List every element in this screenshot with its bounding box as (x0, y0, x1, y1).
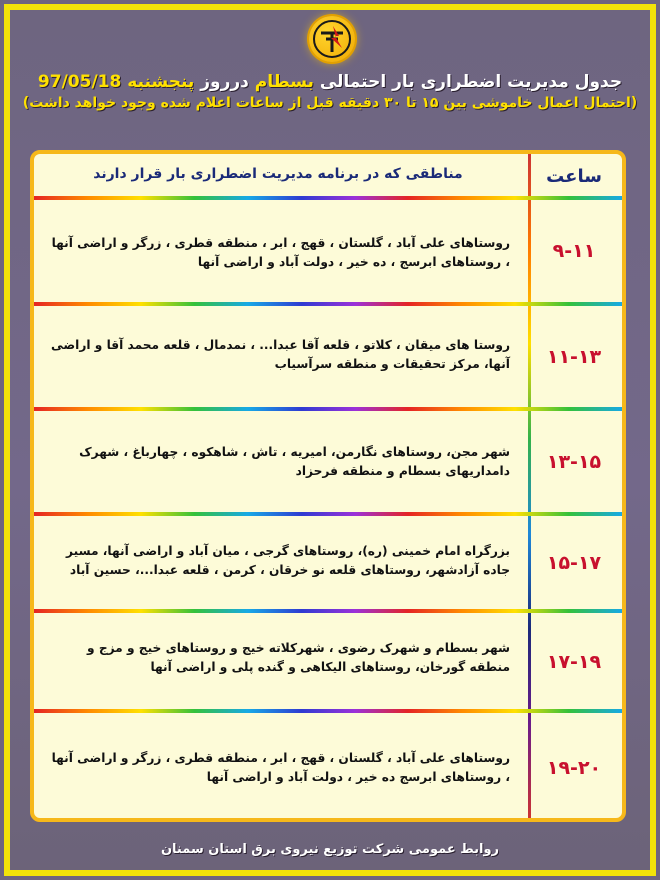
areas-text: بزرگراه امام خمینی (ره)، روستاهای گرجی ، میان آباد و اراضی آنها، مسیر جاده آزادشهر، روستاهای قلعه نو خرقان ، کرمن ، قلعه عبدا...، حسین آباد (66, 544, 510, 577)
page-title (20, 72, 640, 92)
page-subtitle: (احتمال اعمال خاموشی بین ۱۵ تا ۳۰ دقیقه قبل از ساعات اعلام شده وجود خواهد داشت) (22, 95, 638, 111)
table-row (34, 306, 622, 408)
areas-text: روستاهای علی آباد ، گلستان ، قهج ، ابر ، منطقه قطری ، زرگر و اراضی آنها ، روستاهای ابرسج ، ده خیر ، دولت آباد و اراضی آنها (51, 236, 510, 269)
table-row (34, 713, 622, 818)
table-row (34, 613, 622, 711)
title-text: جدول مدیریت اضطراری بار احتمالی (319, 72, 623, 92)
schedule-table (30, 150, 626, 822)
time-slot: ۱۳-۱۵ (546, 451, 602, 473)
areas-text: شهر بسطام و شهرک رضوی ، شهرکلاته خیج و روستاهای خیج و مزج و منطقه گورخان، روستاهای الیکاهی و گنده پلی و اراضی آنها (87, 641, 510, 674)
header-areas: مناطقی که در برنامه مدیریت اضطراری بار قرار دارند (93, 166, 463, 182)
header-time: ساعت (546, 166, 602, 187)
time-slot: ۹-۱۱ (552, 240, 596, 262)
table-row (34, 200, 622, 303)
areas-text: روستا های میقان ، کلاتو ، قلعه آقا عبدا... ، نمدمال ، قلعه محمد آقا و اراضی آنها، مرکز تحقیقات و منطقه سرآسیاب (51, 338, 510, 371)
time-slot: ۱۹-۲۰ (546, 757, 602, 779)
footer-credit: روابط عمومی شرکت توزیع نیروی برق استان سمنان (160, 842, 500, 857)
table-header-row (34, 154, 622, 196)
time-slot: ۱۱-۱۳ (546, 346, 602, 368)
title-day-prefix: درروز (200, 72, 249, 92)
areas-text: شهر مجن، روستاهای نگارمن، امیریه ، تاش ، شاهکوه ، چهارباغ ، شهرک دامداریهای بسطام و منطقه فرحزاد (79, 445, 510, 478)
table-row (34, 411, 622, 513)
time-slot: ۱۵-۱۷ (546, 552, 602, 574)
title-city: بسطام (254, 72, 314, 92)
title-date: 97/05/18 (37, 72, 122, 92)
poster-header (20, 72, 640, 111)
areas-text: روستاهای علی آباد ، گلستان ، قهج ، ابر ، منطقه قطری ، زرگر و اراضی آنها ، روستاهای ابرسج ده خیر ، دولت آباد و اراضی آنها (51, 751, 510, 784)
table-row (34, 516, 622, 612)
time-slot: ۱۷-۱۹ (546, 651, 602, 673)
power-distribution-logo-icon (309, 16, 355, 62)
title-weekday: پنجشنبه (127, 72, 195, 92)
